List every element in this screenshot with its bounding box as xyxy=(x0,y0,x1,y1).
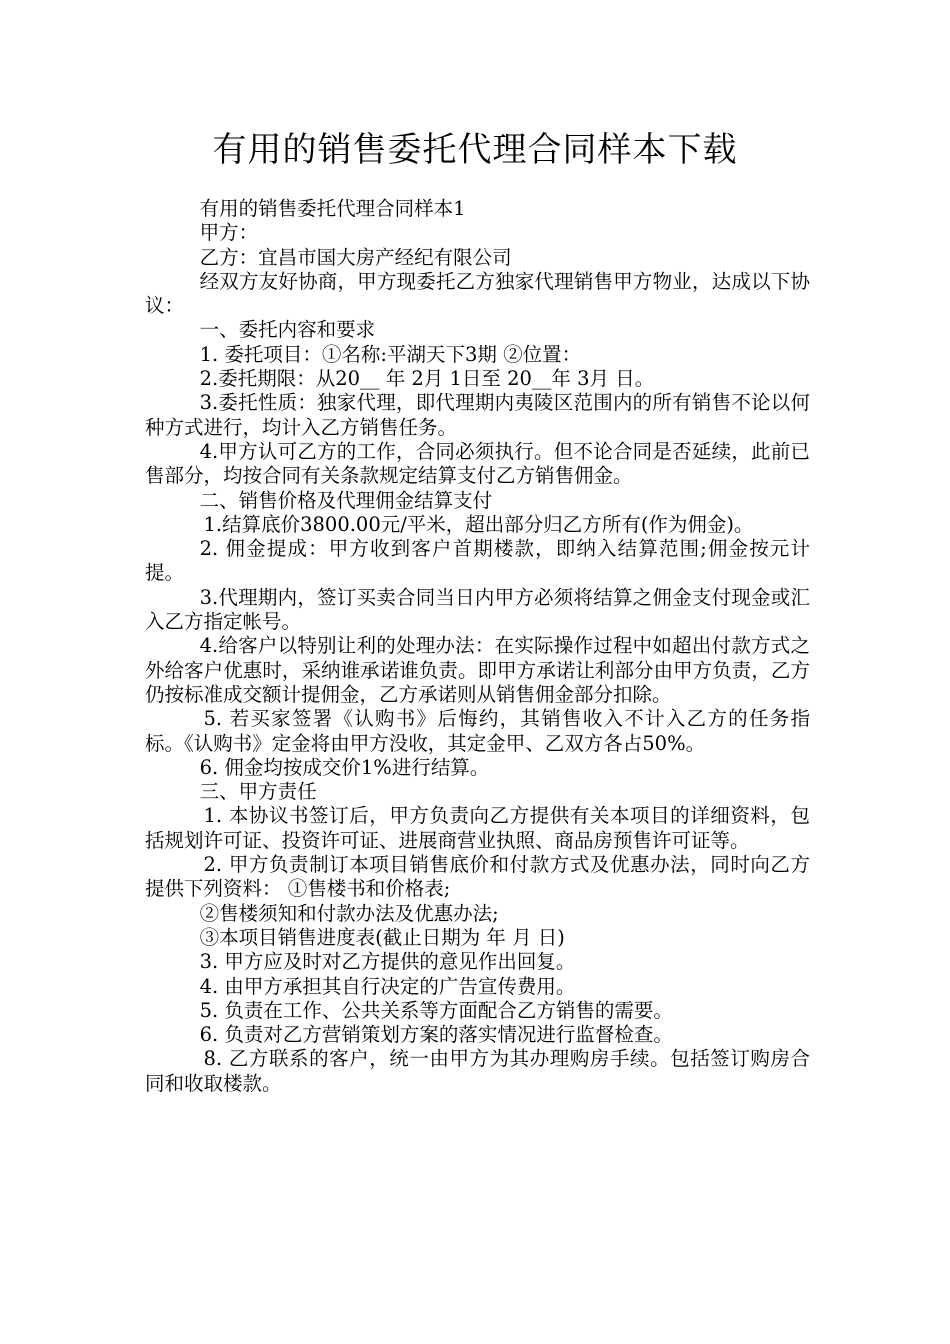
paragraph-party-b: 乙方：宜昌市国大房产经纪有限公司 xyxy=(199,245,512,269)
clause-3-5: 5. 负责在工作、公共关系等方面配合乙方销售的需要。 xyxy=(199,998,673,1022)
clause-3-3: 3. 甲方应及时对乙方提供的意见作出回复。 xyxy=(199,950,576,974)
section-heading-1: 一、委托内容和要求 xyxy=(199,318,376,342)
clause-3-1: 1. 本协议书签订后，甲方负责向乙方提供有关本项目的详细资料，包括规划许可证、投资许可证、进展商营业执照、商品房预售许可证等。 xyxy=(145,804,810,852)
clause-2-1: 1.结算底价3800.00元/平米，超出部分归乙方所有(作为佣金)。 xyxy=(203,512,754,536)
paragraph-subtitle: 有用的销售委托代理合同样本1 xyxy=(199,197,466,220)
section-heading-2: 二、销售价格及代理佣金结算支付 xyxy=(199,488,493,512)
clause-3-2-item-2: ②售楼须知和付款办法及优惠办法; xyxy=(199,901,499,925)
clause-2-4: 4.给客户以特别让利的处理办法：在实际操作过程中如超出付款方式之外给客户优惠时，采纳谁承诺谁负责。即甲方承诺让利部分由甲方负责，乙方仍按标准成交额计提佣金，乙方承诺则从销售佣金部分扣除。 xyxy=(145,634,810,706)
clause-3-2-item-3: ③本项目销售进度表(截止日期为 年 月 日) xyxy=(199,925,565,949)
document-body xyxy=(145,197,810,1096)
clause-2-5: 5. 若买家签署《认购书》后悔约，其销售收入不计入乙方的任务指标。《认购书》定金将由甲方没收，其定金甲、乙双方各占50%。 xyxy=(145,707,810,755)
clause-2-2: 2. 佣金提成：甲方收到客户首期楼款，即纳入结算范围;佣金按元计提。 xyxy=(145,537,810,585)
clause-3-8: 8. 乙方联系的客户，统一由甲方为其办理购房手续。包括签订购房合同和收取楼款。 xyxy=(145,1047,810,1095)
clause-2-6: 6. 佣金均按成交价1%进行结算。 xyxy=(199,755,490,779)
clause-1-4: 4.甲方认可乙方的工作，合同必须执行。但不论合同是否延续，此前已售部分，均按合同有关条款规定结算支付乙方销售佣金。 xyxy=(145,439,810,488)
paragraph-preamble: 经双方友好协商，甲方现委托乙方独家代理销售甲方物业，达成以下协议： xyxy=(145,269,810,318)
clause-3-2: 2. 甲方负责制订本项目销售底价和付款方式及优惠办法，同时向乙方提供下列资料： ①售楼书和价格表; xyxy=(145,853,810,901)
section-heading-3: 三、甲方责任 xyxy=(199,780,317,804)
clause-1-1: 1. 委托项目：①名称:平湖天下3期 ②位置： xyxy=(199,342,582,366)
clause-1-2: 2.委托期限：从20__ 年 2月 1日至 20__年 3月 日。 xyxy=(199,367,655,391)
clause-3-6: 6. 负责对乙方营销策划方案的落实情况进行监督检查。 xyxy=(199,1023,673,1047)
document-title: 有用的销售委托代理合同样本下载 xyxy=(212,130,738,170)
clause-2-3: 3.代理期内，签订买卖合同当日内甲方必须将结算之佣金支付现金或汇入乙方指定帐号。 xyxy=(145,585,810,634)
clause-3-4: 4. 由甲方承担其自行决定的广告宣传费用。 xyxy=(199,974,576,998)
paragraph-party-a: 甲方： xyxy=(199,221,259,245)
clause-1-3: 3.委托性质：独家代理，即代理期内夷陵区范围内的所有销售不论以何种方式进行，均计入乙方销售任务。 xyxy=(145,391,810,439)
